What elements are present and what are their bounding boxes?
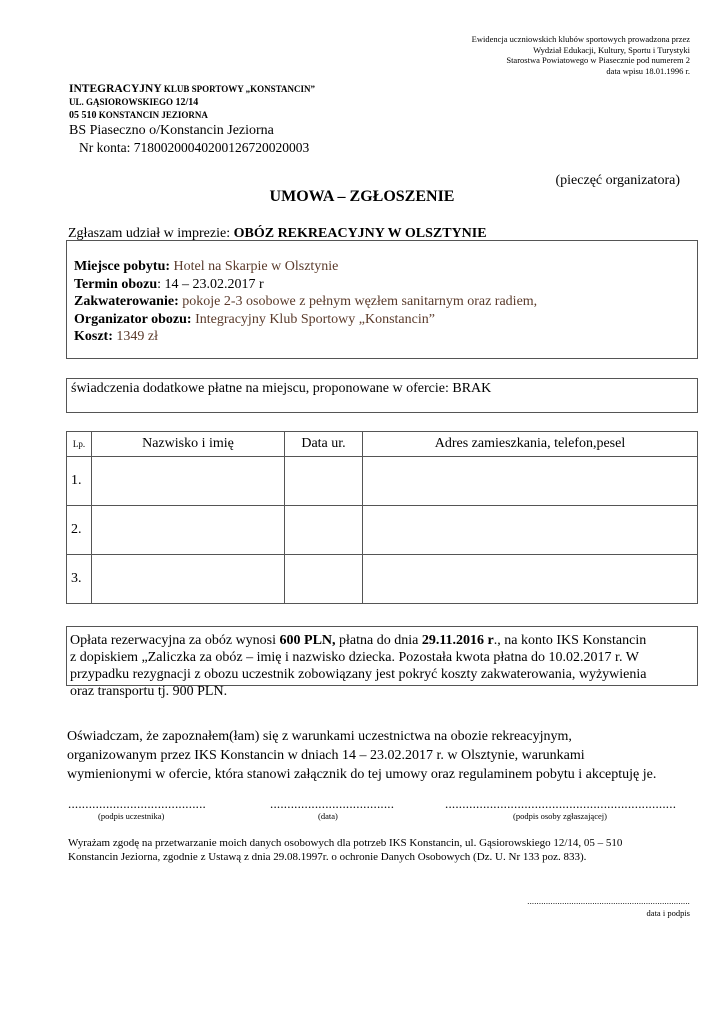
declaration-line: wymienionymi w ofercie, która stanowi załącznik do tej umowy oraz regulaminem pobytu i akceptuję je.: [67, 767, 657, 782]
detail-term: Termin obozu: 14 – 23.02.2017 r: [74, 276, 264, 292]
organizer-name: INTEGRACYJNY KLUB SPORTOWY „KONSTANCIN”: [69, 83, 315, 95]
address-cell[interactable]: [363, 506, 698, 555]
table-row: [67, 555, 698, 604]
header-name: Nazwisko i imię: [92, 432, 285, 457]
registry-line: Starostwa Powiatowego w Piasecznie pod numerem 2: [506, 55, 690, 65]
organizer-account: Nr konta: 71800200040200126720020003: [79, 140, 310, 155]
participants-table: [66, 431, 698, 604]
table-row: [67, 506, 698, 555]
address-cell[interactable]: [363, 457, 698, 506]
registry-line: Ewidencja uczniowskich klubów sportowych prowadzona przez: [471, 34, 690, 44]
table-header-row: [67, 432, 698, 457]
participant-signature-label: (podpis uczestnika): [98, 811, 165, 821]
organizer-street: UL. GĄSIOROWSKIEGO 12/14: [69, 97, 199, 108]
stamp-label: (pieczęć organizatora): [555, 173, 680, 188]
event-details-box: [66, 240, 698, 359]
organizer-city: 05 510 KONSTANCIN JEZIORNA: [69, 110, 208, 121]
header-address: Adres zamieszkania, telefon,pesel: [363, 432, 698, 457]
participant-signature-line[interactable]: ........................................: [68, 796, 206, 811]
name-cell[interactable]: [92, 555, 285, 604]
name-cell[interactable]: [92, 457, 285, 506]
registry-line: data wpisu 18.01.1996 r.: [606, 65, 690, 76]
detail-organizer: Organizator obozu: Integracyjny Klub Sportowy „Konstancin”: [74, 311, 435, 327]
data-consent: [68, 836, 622, 864]
header-lp: Lp.: [67, 432, 92, 457]
declaration: [67, 727, 656, 784]
address-cell[interactable]: [363, 555, 698, 604]
final-signature-line[interactable]: ......................................................................: [527, 896, 690, 906]
birthdate-cell[interactable]: [285, 457, 363, 506]
declaration-line: Oświadczam, że zapoznałem(łam) się z warunkami uczestnictwa na obozie rekreacyjnym,: [67, 729, 572, 744]
payment-box: [66, 626, 698, 699]
payment-line: z dopiskiem „Zaliczka za obóz – imię i nazwisko dziecka. Pozostała kwota płatna do 10.02.2017 r. W: [70, 650, 639, 665]
payment-line: Opłata rezerwacyjna za obóz wynosi 600 PLN, płatna do dnia 29.11.2016 r., na konto IKS Konstancin: [70, 633, 647, 648]
applicant-signature-line[interactable]: ...................................................................: [445, 796, 677, 811]
table-row: [67, 457, 698, 506]
payment-line: przypadku rezygnacji z obozu uczestnik zobowiązany jest pokryć koszty zakwaterowania, wyżywienia: [70, 667, 647, 682]
birthdate-cell[interactable]: [285, 506, 363, 555]
declaration-line: organizowanym przez IKS Konstancin w dniach 14 – 23.02.2017 r. w Olsztynie, warunkami: [67, 748, 585, 763]
header-birthdate: Data ur.: [285, 432, 363, 457]
organizer-header: [69, 82, 315, 156]
document-title: UMOWA – ZGŁOSZENIE: [269, 188, 455, 205]
extra-services-box: świadczenia dodatkowe płatne na miejscu, proponowane w ofercie: BRAK: [66, 378, 698, 413]
birthdate-cell[interactable]: [285, 555, 363, 604]
date-line[interactable]: ....................................: [270, 796, 395, 811]
consent-line: Wyrażam zgodę na przetwarzanie moich danych osobowych dla potrzeb IKS Konstancin, ul. Gąsiorowskiego 12/14, 05 – 510: [68, 837, 623, 849]
detail-accommodation: Zakwaterowanie: pokoje 2-3 osobowe z pełnym węzłem sanitarnym oraz radiem,: [74, 294, 538, 309]
registry-note: [390, 34, 690, 76]
applicant-signature-label: (podpis osoby zgłaszającej): [513, 811, 607, 821]
row-number: 2.: [67, 506, 92, 555]
date-label: (data): [318, 811, 338, 821]
row-number: 1.: [67, 457, 92, 506]
event-intro: Zgłaszam udział w imprezie: OBÓZ REKREACYJNY W OLSZTYNIE: [68, 226, 487, 241]
organizer-bank: BS Piaseczno o/Konstancin Jeziorna: [69, 123, 274, 138]
name-cell[interactable]: [92, 506, 285, 555]
final-signature-label: data i podpis: [646, 908, 690, 918]
consent-line: Konstancin Jeziorna, zgodnie z Ustawą z dnia 29.08.1997r. o ochronie Danych Osobowych (Dz. U. Nr 133 poz. 833).: [68, 851, 587, 863]
registry-line: Wydział Edukacji, Kultury, Sportu i Turystyki: [533, 44, 690, 55]
payment-line: oraz transportu tj. 900 PLN.: [70, 684, 228, 699]
detail-cost: Koszt: 1349 zł: [74, 329, 158, 344]
row-number: 3.: [67, 555, 92, 604]
detail-place: Miejsce pobytu: Hotel na Skarpie w Olsztynie: [74, 259, 339, 274]
